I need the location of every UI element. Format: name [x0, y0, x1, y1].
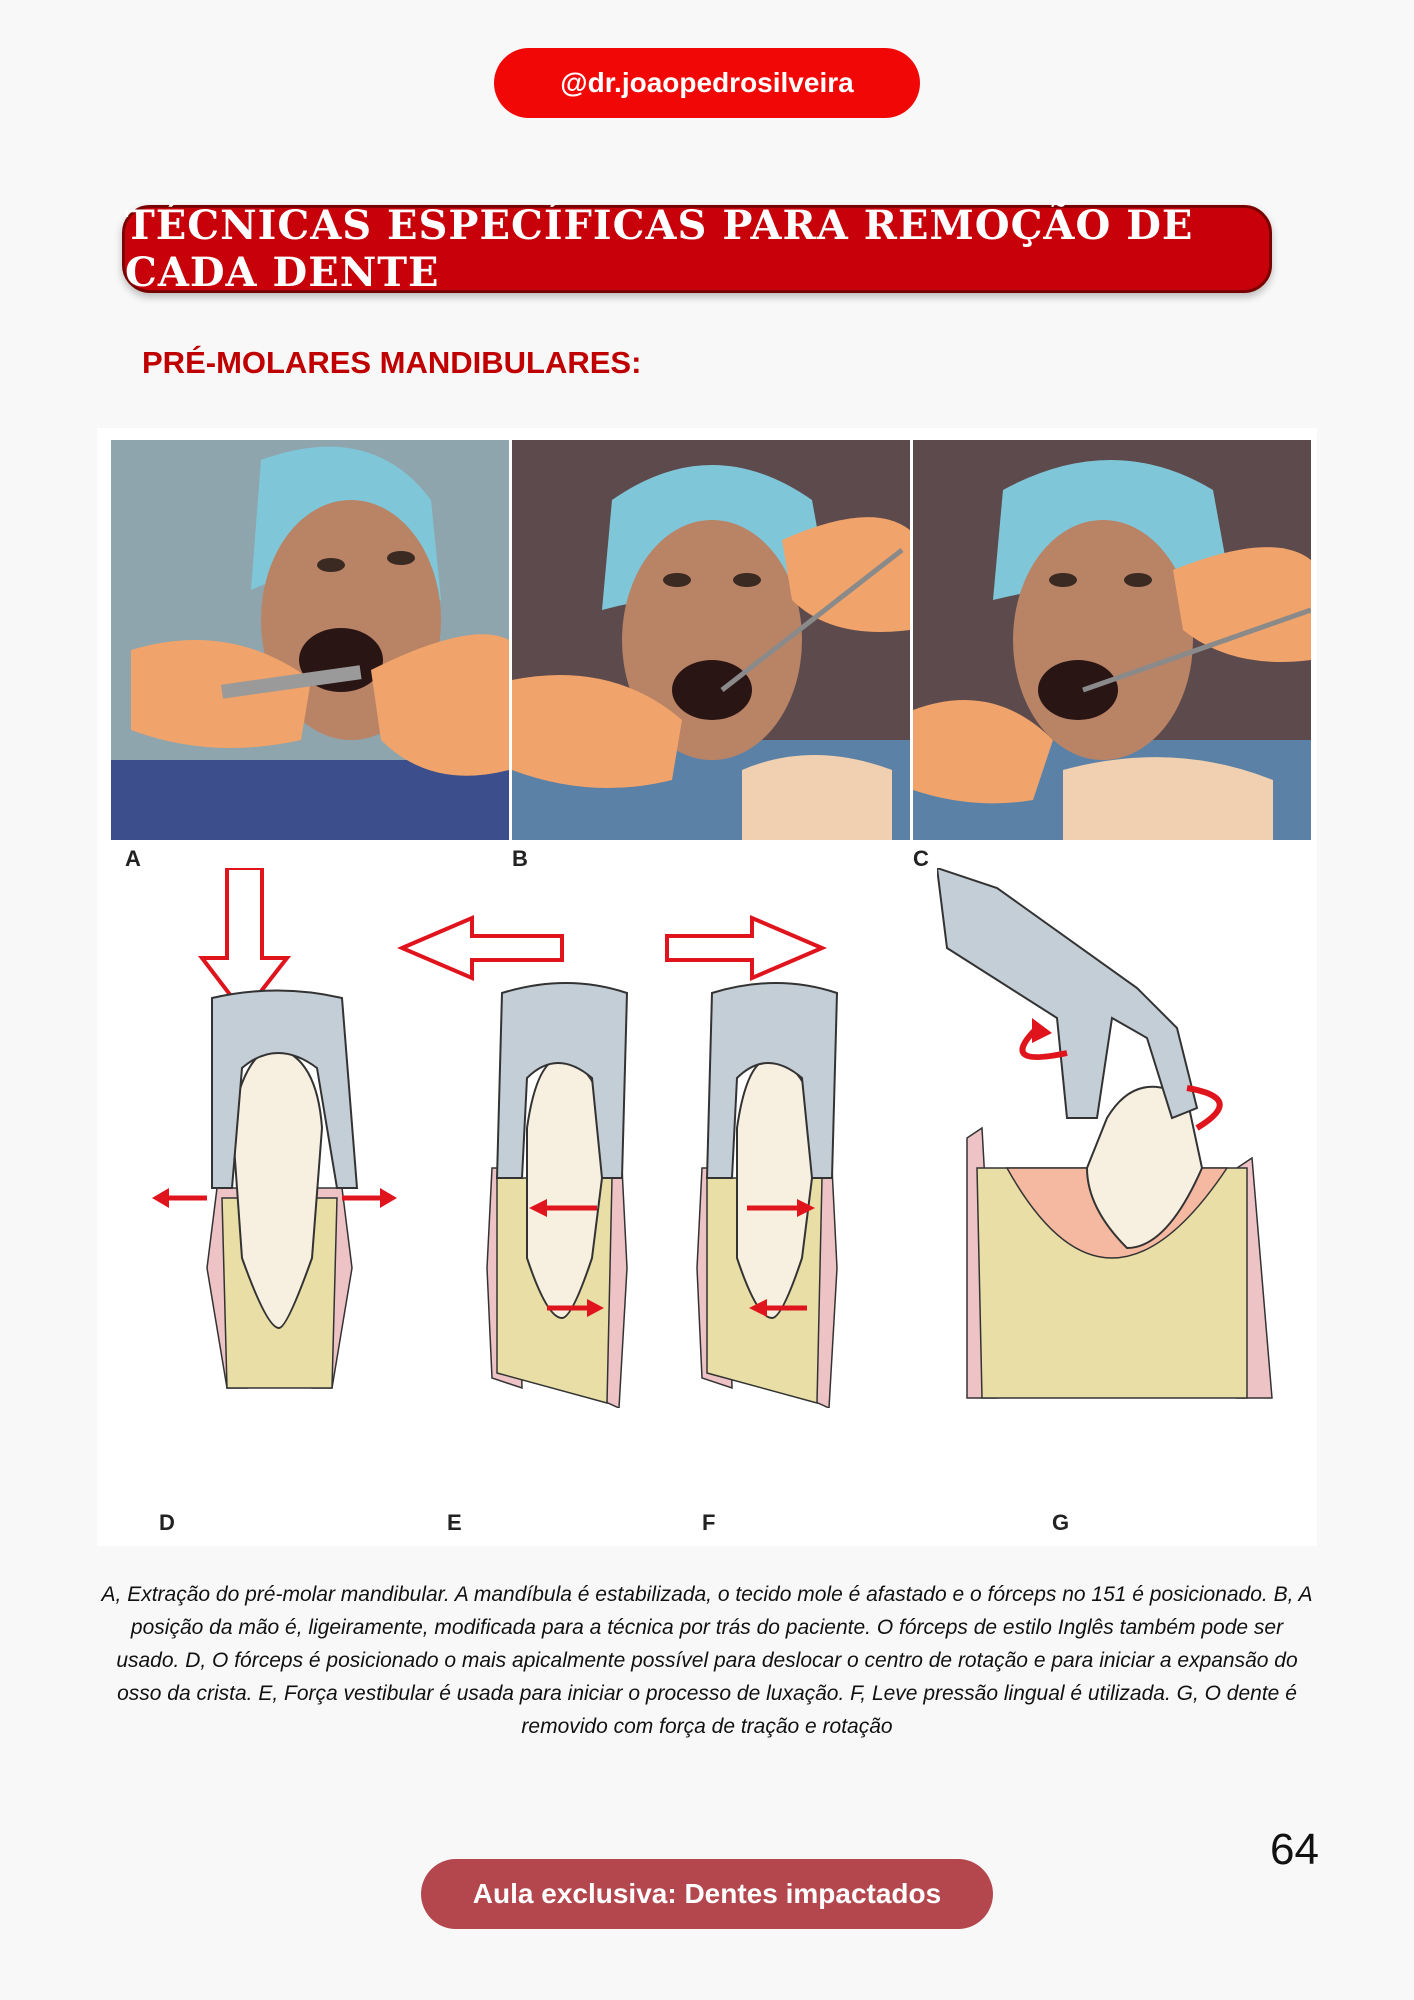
page-title: TÉCNICAS ESPECÍFICAS PARA REMOÇÃO DE CADA DENTE — [125, 202, 1194, 296]
lesson-label: Aula exclusiva: Dentes impactados — [472, 1878, 942, 1909]
panel-letter-g: G — [1052, 1510, 1070, 1535]
diagram-g-illustration — [937, 868, 1317, 1408]
section-title: PRÉ-MOLARES MANDIBULARES: — [142, 345, 642, 380]
panel-letter-c: C — [913, 846, 929, 871]
diagram-g — [937, 868, 1317, 1408]
diagram-e — [397, 868, 657, 1408]
diagram-d-illustration — [147, 868, 397, 1408]
photo-c — [913, 440, 1311, 840]
photo-b — [512, 440, 910, 840]
diagram-f — [657, 868, 907, 1408]
handle-badge — [494, 48, 920, 118]
panel-letter-f: F — [702, 1510, 716, 1535]
panel-letter-b: B — [512, 846, 528, 871]
photo-c-illustration — [913, 440, 1311, 840]
diagram-f-illustration — [657, 868, 907, 1408]
handle-text: @dr.joaopedrosilveira — [560, 67, 854, 98]
panel-letter-e: E — [447, 1510, 462, 1535]
page-title-banner — [122, 202, 1272, 296]
photo-b-illustration — [512, 440, 910, 840]
panel-letter-d: D — [159, 1510, 175, 1535]
panel-letter-a: A — [125, 846, 141, 871]
lesson-badge — [421, 1859, 993, 1929]
page-number: 64 — [1270, 1825, 1319, 1874]
figure-caption: A, Extração do pré-molar mandibular. A mandíbula é estabilizada, o tecido mole é afastado e o fórceps no 151 é posicionado. B, A posição da mão é, ligeiramente, modificada para a técnica por trás do paciente. O fórceps de estilo Inglês também pode ser usado. D, O fórceps é posicionado o mais apicalmente possível para deslocar o centro de rotação e para iniciar a expansão do osso da crista. E, Força vestibular é usada para iniciar o processo de luxação. F, Leve pressão lingual é utilizada. G, O dente é removido com força de tração e rotação — [101, 1583, 1313, 1738]
photo-a-illustration — [111, 440, 509, 840]
figure-panel — [97, 428, 1317, 1546]
diagram-e-illustration — [397, 868, 657, 1408]
diagram-d — [147, 868, 397, 1408]
photo-a — [111, 440, 509, 840]
